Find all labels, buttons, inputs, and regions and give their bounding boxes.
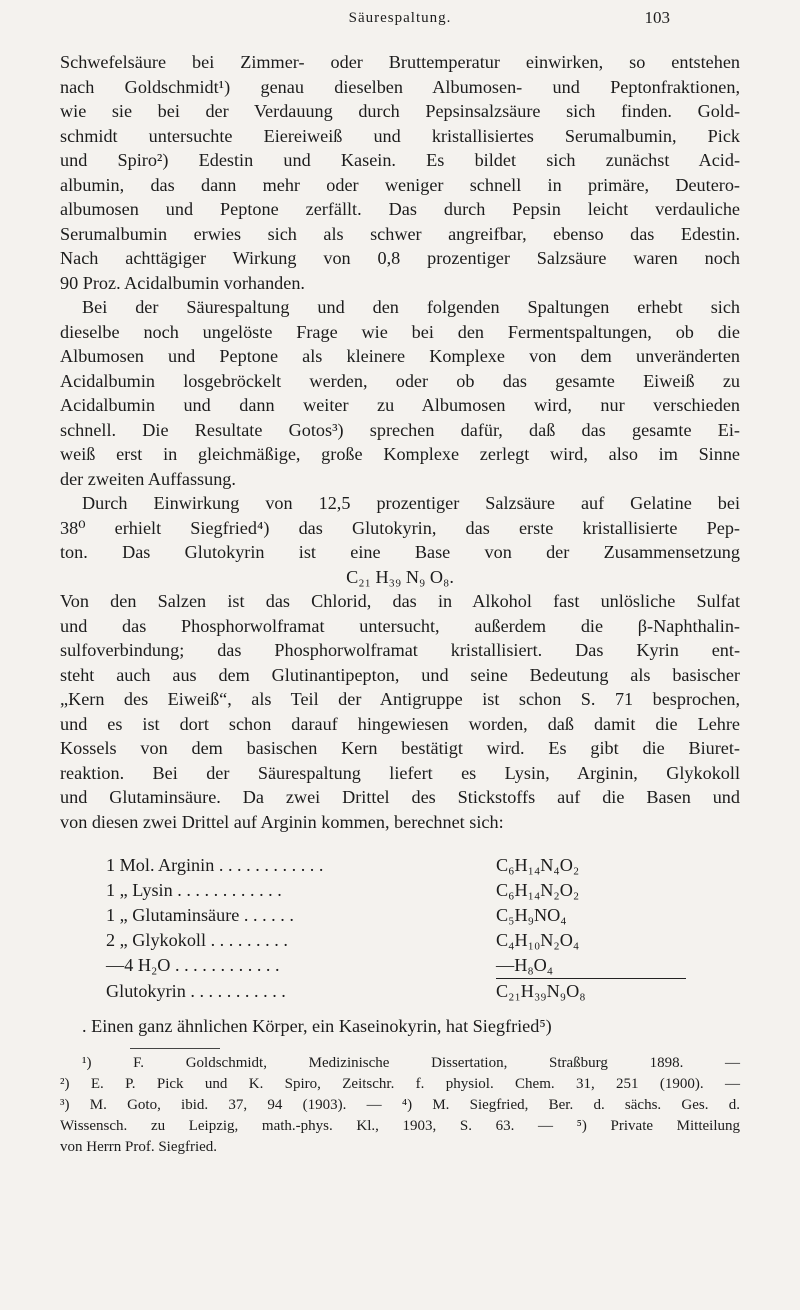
text-line: Bei der Säurespaltung und den folgenden Spaltungen erhebt sich — [82, 297, 740, 317]
footnote-line: von Herrn Prof. Siegfried. — [60, 1139, 218, 1155]
row-formula: C₄H₁₀N₂O₄ — [496, 930, 580, 950]
text-line: Acidalbumin und dann weiter zu Albumosen wird, nur verschieden — [60, 395, 740, 415]
footnote-line: ³) M. Goto, ibid. 37, 94 (1903). — ⁴) M. Siegfried, Ber. d. sächs. Ges. d. — [60, 1097, 740, 1113]
table-row — [106, 903, 686, 928]
row-formula: C₂₁H₃₉N₉O₈ — [496, 981, 586, 1001]
text-line: Von den Salzen ist das Chlorid, das in Alkohol fast unlösliche Sulfat — [60, 591, 740, 611]
table-row-total — [106, 979, 686, 1004]
text-line: . Einen ganz ähnlichen Körper, ein Kaseinokyrin, hat Siegfried⁵) — [82, 1016, 552, 1036]
row-formula: C₆H₁₄N₄O₂ — [496, 855, 580, 875]
footnote-divider — [130, 1048, 220, 1049]
text-line: albumosen und Peptone zerfällt. Das durch Pepsin leicht verdauliche — [60, 199, 740, 219]
row-formula: C₆H₁₄N₂O₂ — [496, 880, 580, 900]
row-label: 1 Mol. Arginin . . . . . . . . . . . . — [106, 855, 324, 875]
text-line: Albumosen und Peptone als kleinere Komplexe von dem unveränderten — [60, 346, 740, 366]
text-line: sulfoverbindung; das Phosphorwolframat kristallisiert. Das Kyrin ent- — [60, 640, 740, 660]
text-line: dieselbe noch ungelöste Frage wie bei den Fermentspaltungen, ob die — [60, 321, 740, 342]
text-line: „Kern des Eiweiß“, als Teil der Antigruppe ist schon S. 71 besprochen, — [60, 689, 740, 709]
calculation-table — [106, 853, 686, 1004]
text-line: und Spiro²) Edestin und Kasein. Es bildet sich zunächst Acid- — [60, 150, 740, 170]
row-label: 2 „ Glykokoll . . . . . . . . . — [106, 930, 288, 950]
text-line: Kossels von dem basischen Kern bestätigt wird. Es gibt die Biuret- — [60, 738, 740, 758]
text-line: 90 Proz. Acidalbumin vorhanden. — [60, 272, 305, 293]
text-line: und es ist dort schon darauf hingewiesen worden, daß damit die Lehre — [60, 713, 740, 734]
text-line: schnell. Die Resultate Gotos³) sprechen dafür, daß das gesamte Ei- — [60, 419, 740, 440]
row-formula: C₅H₉NO₄ — [496, 905, 567, 925]
closing-text — [60, 1014, 740, 1039]
text-line: ton. Das Glutokyrin ist eine Base von der Zusammensetzung — [60, 542, 740, 562]
text-line: nach Goldschmidt¹) genau dieselben Albumosen- und Peptonfraktionen, — [60, 76, 740, 97]
running-title: Säurespaltung. — [348, 10, 452, 26]
row-label: 1 „ Glutaminsäure . . . . . . — [106, 905, 294, 925]
text-line: wie sie bei der Verdauung durch Pepsinsalzsäure sich finden. Gold- — [60, 101, 740, 121]
formula-glutokyrin: C₂₁ H₃₉ N₉ O₈. — [346, 566, 454, 587]
footnote-line: ¹) F. Goldschmidt, Medizinische Dissertation, Straßburg 1898. — — [82, 1055, 740, 1071]
text-line: Acidalbumin losgebröckelt werden, oder ob das gesamte Eiweiß zu — [60, 370, 740, 391]
text-line: weiß erst in gleichmäßige, große Komplexe zerlegt wird, also im Sinne — [60, 444, 740, 464]
text-line: albumin, das dann mehr oder weniger schnell in primäre, Deutero- — [60, 174, 740, 195]
table-row — [106, 953, 686, 978]
text-line: Durch Einwirkung von 12,5 prozentiger Salzsäure auf Gelatine bei — [82, 493, 740, 513]
text-line: steht auch aus dem Glutinantipepton, und seine Bedeutung als basischer — [60, 664, 740, 685]
table-row — [106, 853, 686, 878]
text-line: Schwefelsäure bei Zimmer- oder Bruttemperatur einwirken, so entstehen — [60, 52, 740, 72]
page-number: 103 — [644, 8, 670, 27]
text-line: und Glutaminsäure. Da zwei Drittel des Stickstoffs auf die Basen und — [60, 787, 740, 807]
row-label: 1 „ Lysin . . . . . . . . . . . . — [106, 880, 282, 900]
table-row — [106, 878, 686, 903]
text-line: schmidt untersuchte Eiereiweiß und kristallisiertes Serumalbumin, Pick — [60, 125, 740, 146]
text-line: Serumalbumin erwies sich als schwer angreifbar, ebenso das Edestin. — [60, 223, 740, 244]
text-line: von diesen zwei Drittel auf Arginin kommen, berechnet sich: — [60, 811, 504, 832]
footnote-line: ²) E. P. Pick und K. Spiro, Zeitschr. f. physiol. Chem. 31, 251 (1900). — — [60, 1076, 740, 1092]
row-formula: —H₈O₄ — [496, 955, 554, 975]
footnote-line: Wissensch. zu Leipzig, math.-phys. Kl., 1903, S. 63. — ⁵) Private Mitteilung — [60, 1118, 740, 1134]
row-label: Glutokyrin . . . . . . . . . . . — [106, 981, 286, 1001]
text-line: Nach achttägiger Wirkung von 0,8 prozentiger Salzsäure waren noch — [60, 248, 740, 268]
main-text — [60, 50, 740, 834]
footnotes — [60, 1053, 740, 1158]
text-line: und das Phosphorwolframat untersucht, außerdem die β-Naphthalin- — [60, 615, 740, 636]
text-line: 38⁰ erhielt Siegfried⁴) das Glutokyrin, das erste kristallisierte Pep- — [60, 517, 740, 538]
row-label: —4 H₂O . . . . . . . . . . . . — [106, 955, 280, 975]
text-line: reaktion. Bei der Säurespaltung liefert es Lysin, Arginin, Glykokoll — [60, 762, 740, 783]
text-line: der zweiten Auffassung. — [60, 468, 236, 489]
table-row — [106, 928, 686, 953]
